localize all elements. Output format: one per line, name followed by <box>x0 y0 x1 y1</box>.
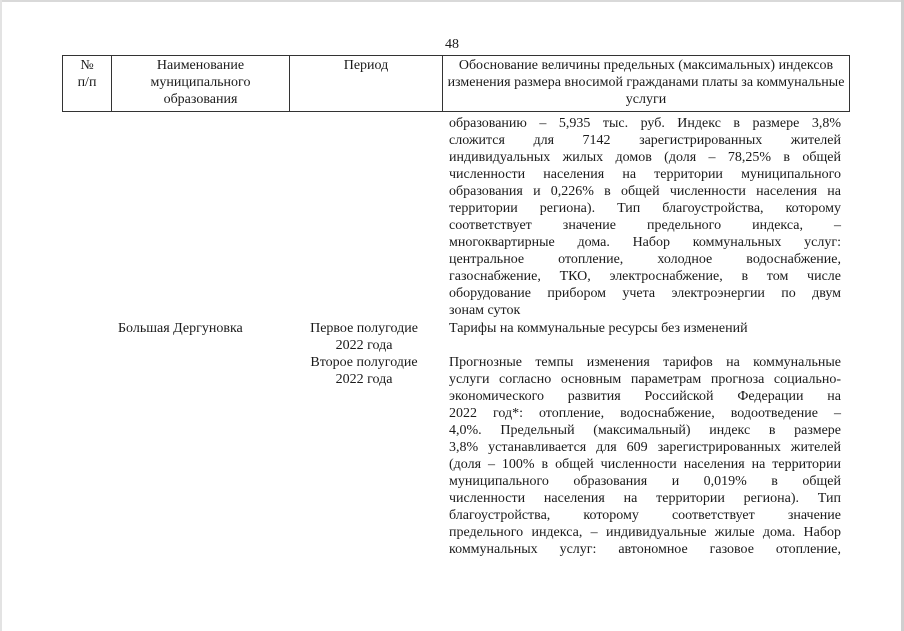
text-line: 4,0%. Предельный (максимальный) индекс в размере <box>449 423 841 438</box>
justification-second-half <box>449 354 841 558</box>
header-col-number-label: № п/п <box>77 58 97 90</box>
text-line: образования и 0,226% в общей численности населения на <box>449 184 841 199</box>
text-line: образованию – 5,935 тыс. руб. Индекс в размере 3,8% <box>449 116 841 131</box>
header-col-justification-label: Обоснование величины предельных (максимальных) индексов изменения размера вносимой гражданами платы за коммунальные услуги <box>447 58 845 107</box>
text-line: благоустройства, которому соответствует значение <box>449 508 841 523</box>
page-number: 48 <box>445 37 459 52</box>
header-col-period-label: Период <box>343 58 389 73</box>
text-line: Тарифы на коммунальные ресурсы без изменений <box>449 321 748 336</box>
header-col-municipality-label: Наименование муниципального образования <box>150 58 251 107</box>
text-line: соответствует значение предельного индекса, – <box>449 218 841 233</box>
header-col-number <box>63 56 112 112</box>
text-line: Прогнозные темпы изменения тарифов на коммунальные <box>449 355 841 370</box>
text-line: (доля – 100% в общей численности населения на территории <box>449 457 841 472</box>
text-line: предельного индекса, – индивидуальные жилые дома. Набор <box>449 525 841 540</box>
text-line: зонам суток <box>449 303 521 318</box>
text-line: численности населения на территории муниципального <box>449 167 841 182</box>
header-col-municipality <box>112 56 290 112</box>
text-line: индивидуальных жилых домов (доля – 78,25% в общей <box>449 150 841 165</box>
municipality-name: Большая Дергуновка <box>118 321 243 336</box>
text-line: территории региона). Тип благоустройства, которому <box>449 201 841 216</box>
text-line: газоснабжение, ТКО, электроснабжение, в том числе <box>449 269 841 284</box>
header-col-period <box>290 56 443 112</box>
justification-first-half <box>449 320 841 337</box>
continued-justification <box>449 115 841 319</box>
text-line: экономического развития Российской Федерации на <box>449 389 841 404</box>
text-line: услуги согласно основным параметрам прогноза социально- <box>449 372 841 387</box>
text-line: 3,8% устанавливается для 609 зарегистрированных жителей <box>449 440 841 455</box>
text-line: оборудование прибором учета электроэнергии по двум <box>449 286 841 301</box>
text-line: коммунальных услуг: автономное газовое отопление, <box>449 542 841 557</box>
text-line: 2022 год*: отопление, водоснабжение, водоотведение – <box>449 406 841 421</box>
period-second-half: Второе полугодие 2022 года <box>310 355 418 387</box>
header-col-justification <box>443 56 850 112</box>
scan-edge-left <box>0 0 2 631</box>
scan-edge-top <box>0 0 904 2</box>
text-line: сложится для 7142 зарегистрированных жителей <box>449 133 841 148</box>
period-first-half: Первое полугодие 2022 года <box>310 321 418 353</box>
text-line: многоквартирные дома. Набор коммунальных услуг: <box>449 235 841 250</box>
table-header <box>62 55 850 112</box>
text-line: центральное отопление, холодное водоснабжение, <box>449 252 841 267</box>
text-line: численности населения на территории региона). Тип <box>449 491 841 506</box>
text-line: муниципального образования и 0,019% в общей <box>449 474 841 489</box>
